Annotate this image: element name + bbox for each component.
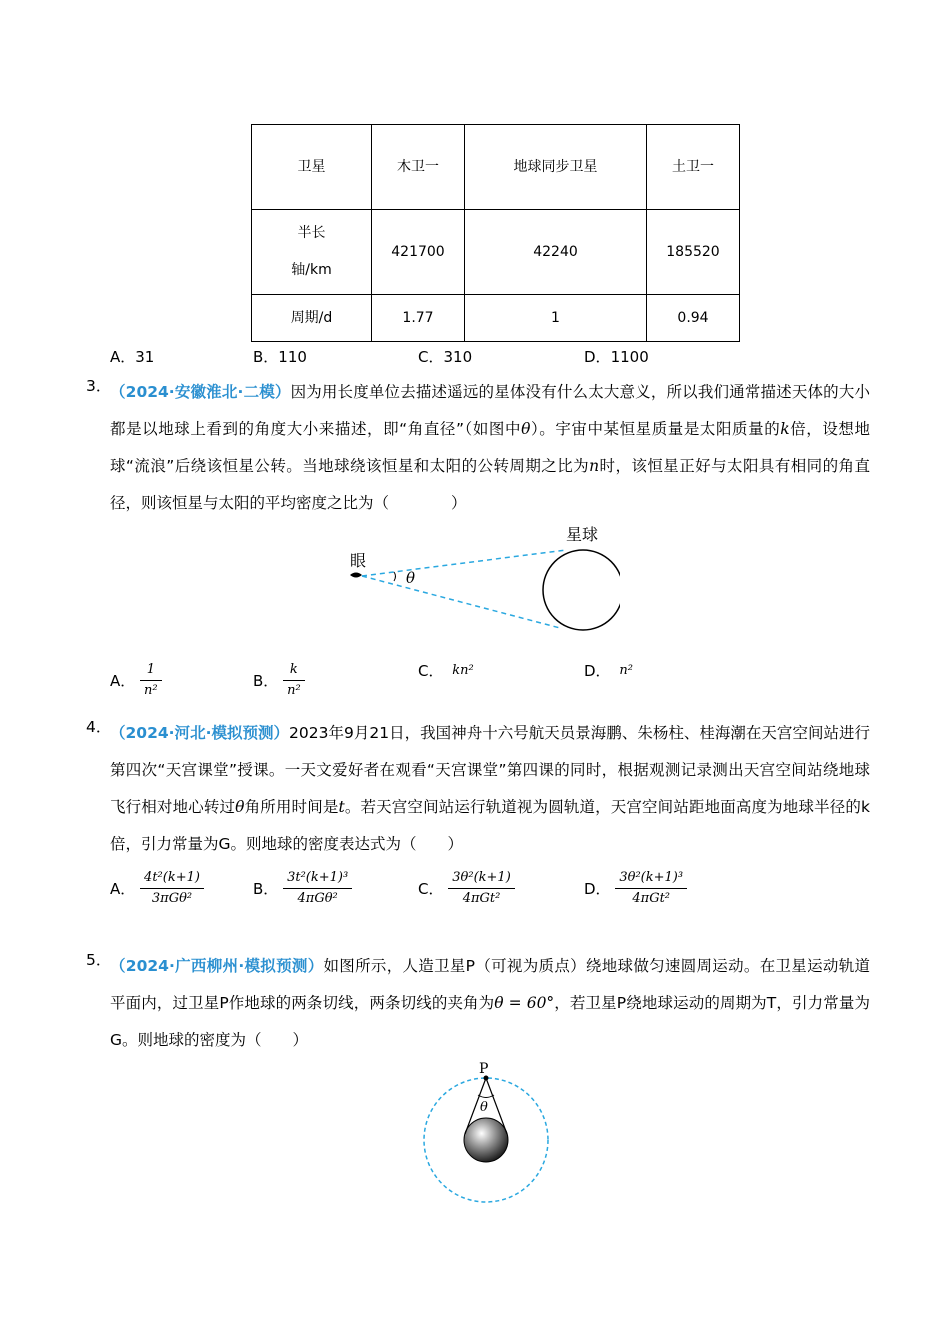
q4-option-a: A． $\frac{\text{4t²(k+1)}}{\text{3πGθ²}}$ <box>110 868 204 909</box>
table-cell: 185520 <box>647 210 740 295</box>
q5-number: 5． <box>86 951 112 969</box>
q5-source: （2024·广西柳州·模拟预测） <box>110 957 324 975</box>
q4-number: 4． <box>86 718 112 736</box>
earth-sphere <box>464 1118 508 1162</box>
lower-sight-line <box>362 576 560 628</box>
table-cell: 42240 <box>465 210 647 295</box>
q3-text: （2024·安徽淮北·二模）因为用长度单位去描述遥远的星体没有什么太大意义，所以我们通常描述天体的大小都是以地球上看到的角度大小来描述，即“角直径”（如图中θ）。宇宙中某恒星质量是太阳质量的k倍，设想地球“流浪”后绕该恒星公转。当地球绕该恒星和太阳的公转周期之比为n时，该恒星正好与太阳具有相同的角直径，则该恒星与太阳的平均密度之比为（ ） <box>110 383 870 512</box>
q4-option-d: D． $\frac{\text{3θ²(k+1)³}}{\text{4πGt²}}$ <box>584 868 687 909</box>
angle-label: θ <box>480 1100 488 1115</box>
table-cell: 0.94 <box>647 295 740 342</box>
q4-option-b: B． $\frac{\text{3t²(k+1)³}}{\text{4πGθ²}}$ <box>253 868 352 909</box>
star-circle <box>543 550 620 630</box>
q2-option-c: C．310 <box>418 348 473 366</box>
q4-text: （2024·河北·模拟预测）2023年9月21日，我国神舟十六号航天员景海鹏、朱杨柱、桂海潮在天宫空间站进行第四次“天宫课堂”授课。一天文爱好者在观看“天宫课堂”第四课的同时，根据观测记录测出天宫空间站绕地球飞行相对地心转过θ角所用时间是t。若天宫空间站运行轨道视为圆轨道，天宫空间站距地面高度为地球半径的k倍，引力常量为G。则地球的密度表达式为（ ） <box>110 724 870 853</box>
q3-number: 3． <box>86 377 112 395</box>
q3-source: （2024·安徽淮北·二模） <box>110 383 291 401</box>
satellite-table <box>251 124 740 342</box>
table-cell: 半长轴/km <box>252 210 372 295</box>
q3-figure <box>340 520 620 640</box>
q5-figure <box>420 1058 554 1208</box>
table-cell: 1.77 <box>372 295 465 342</box>
q2-option-d: D．1100 <box>584 348 649 366</box>
angle-arc <box>394 572 396 581</box>
q2-option-a: A．31 <box>110 348 155 366</box>
eye-icon <box>350 573 362 578</box>
q4-source: （2024·河北·模拟预测） <box>110 724 290 742</box>
star-label: 星球 <box>566 525 599 544</box>
table-header: 木卫一 <box>372 125 465 210</box>
q3-option-d: D． n² <box>584 662 633 680</box>
q3-option-b: B． $\frac{k}{\text{n²}}$ <box>253 660 305 701</box>
table-cell: 1 <box>465 295 647 342</box>
q3-option-a: A． $\frac{1}{\text{n²}}$ <box>110 660 162 701</box>
table-cell: 周期/d <box>252 295 372 342</box>
table-header: 卫星 <box>252 125 372 210</box>
satellite-label: P <box>479 1061 489 1077</box>
q5-text: （2024·广西柳州·模拟预测）如图所示，人造卫星P（可视为质点）绕地球做匀速圆周运动。在卫星运动轨道平面内，过卫星P作地球的两条切线，两条切线的夹角为θ = 60°，若卫星P绕地球运动的周期为T，引力常量为G。则地球的密度为（ ） <box>110 957 870 1049</box>
q3-option-c: C． kn² <box>418 662 474 680</box>
eye-label: 眼 <box>350 551 367 570</box>
q2-option-b: B．110 <box>253 348 307 366</box>
table-cell: 421700 <box>372 210 465 295</box>
angle-arc <box>478 1095 494 1098</box>
q4-option-c: C． $\frac{\text{3θ²(k+1)}}{\text{4πGt²}}$ <box>418 868 515 909</box>
upper-sight-line <box>362 550 566 576</box>
angle-label: θ <box>406 569 416 587</box>
table-header: 土卫一 <box>647 125 740 210</box>
table-header: 地球同步卫星 <box>465 125 647 210</box>
